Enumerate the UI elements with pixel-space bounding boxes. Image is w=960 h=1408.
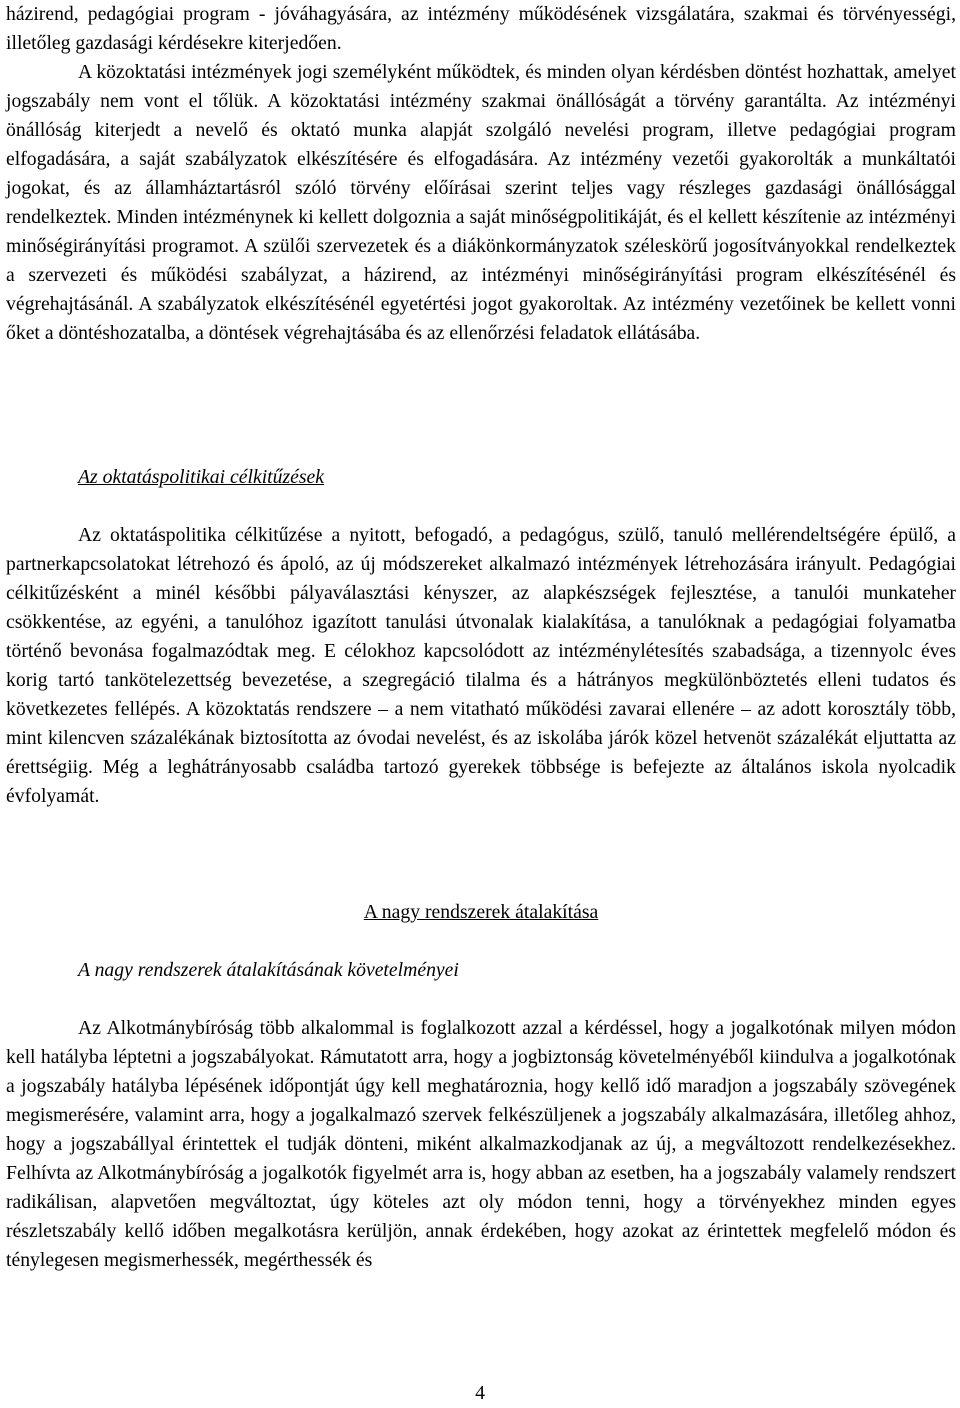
paragraph-constitutional-court: Az Alkotmánybíróság több alkalommal is foglalkozott azzal a kérdéssel, hogy a jogalkotónak milyen módon kell hatályba léptetni a jogszabályokat. Rámutatott arra, hogy a jogbiztonság követelményéből kiindulva a jogalkotónak a jogszabály hatályba lépésének időpontját úgy kell meghatároznia, hogy kellő idő maradjon a jogszabály szövegének megismerésére, valamint arra, hogy a jogalkalmazó szervek felkészüljenek a jogszabály alkalmazására, illetőleg ahhoz, hogy a jogszabállyal érintettek el tudják dönteni, miként alkalmazkodjanak az új, a megváltozott rendelkezésekhez. Felhívta az Alkotmánybíróság a jogalkotók figyelmét arra is, hogy abban az esetben, ha a jogszabály valamely rendszert radikálisan, alapvetően megváltoztat, úgy köteles azt oly módon tenni, hogy a törvényekhez minden egyes részletszabály kellő időben megalkotásra kerüljön, annak érdekében, hogy azokat az érintettek megfelelő módon és ténylegesen megismerhessék, megérthessék és [6, 1017, 956, 1271]
heading-education-policy-goals: Az oktatáspolitikai célkitűzések [78, 466, 325, 488]
page-number: 4 [475, 1382, 485, 1404]
subheading-transformation-requirements: A nagy rendszerek átalakításának követelményei [78, 959, 459, 981]
paragraph-institutions: A közoktatási intézmények jogi személyként működtek, és minden olyan kérdésben döntést hozhattak, amelyet jogszabály nem vont el tőlük. A közoktatási intézmény szakmai önállóságát a törvény garantálta. Az intézményi önállóság kiterjedt a nevelő és oktató munka alapját szolgáló nevelési program, illetve pedagógiai program elfogadására, a saját szabályzatok elkészítésére és elfogadására. Az intézmény vezetői gyakorolták a munkáltatói jogokat, és az államháztartásról szóló törvény előírásai szerint teljes vagy részleges gazdasági önállósággal rendelkeztek. Minden intézménynek ki kellett dolgoznia a saját minőségpolitikáját, és el kellett készítenie az intézményi minőségirányítási programot. A szülői szervezetek és a diákönkormányzatok széleskörű jogosítványokkal rendelkeztek a szervezeti és működési szabályzat, a házirend, az intézményi minőségirányítási program elkészítésénél és végrehajtásánál. A szabályzatok elkészítésénél egyetértési jogot gyakoroltak. Az intézmény vezetőinek be kellett vonni őket a döntéshozatalba, a döntések végrehajtásába és az ellenőrzési feladatok ellátásába. [6, 61, 956, 344]
heading-system-transformation: A nagy rendszerek átalakítása [363, 901, 599, 923]
paragraph-continuation: házirend, pedagógiai program - jóváhagyására, az intézmény működésének vizsgálatára, szakmai és törvényességi, illetőleg gazdasági kérdésekre kiterjedően. [6, 3, 956, 54]
paragraph-education-policy: Az oktatáspolitika célkitűzése a nyitott, befogadó, a pedagógus, szülő, tanuló mellérendeltségére épülő, a partnerkapcsolatokat létrehozó és ápoló, az új módszereket alkalmazó intézmények létrehozására irányult. Pedagógiai célkitűzésként a minél későbbi pályaválasztási kényszer, az alapkészségek fejlesztése, a tanulói munkateher csökkentése, az egyéni, a tanulóhoz igazított tanulási útvonalak kialakítása, a tanulóknak a pedagógiai folyamatba történő bevonása fogalmazódtak meg. E célokhoz kapcsolódott az intézménylétesítés szabadsága, a tizennyolc éves korig tartó tankötelezettség bevezetése, a szegregáció tilalma és a hátrányos megkülönböztetés elleni tudatos és következetes fellépés. A közoktatás rendszere – a nem vitatható működési zavarai ellenére – az adott korosztály több, mint kilencven százalékának biztosította az óvodai nevelést, és az iskolába járók közel hetvenöt százalékát eljuttatta az érettségiig. Még a leghátrányosabb családba tartozó gyerekek többsége is befejezte az általános iskola nyolcadik évfolyamát. [6, 524, 956, 807]
